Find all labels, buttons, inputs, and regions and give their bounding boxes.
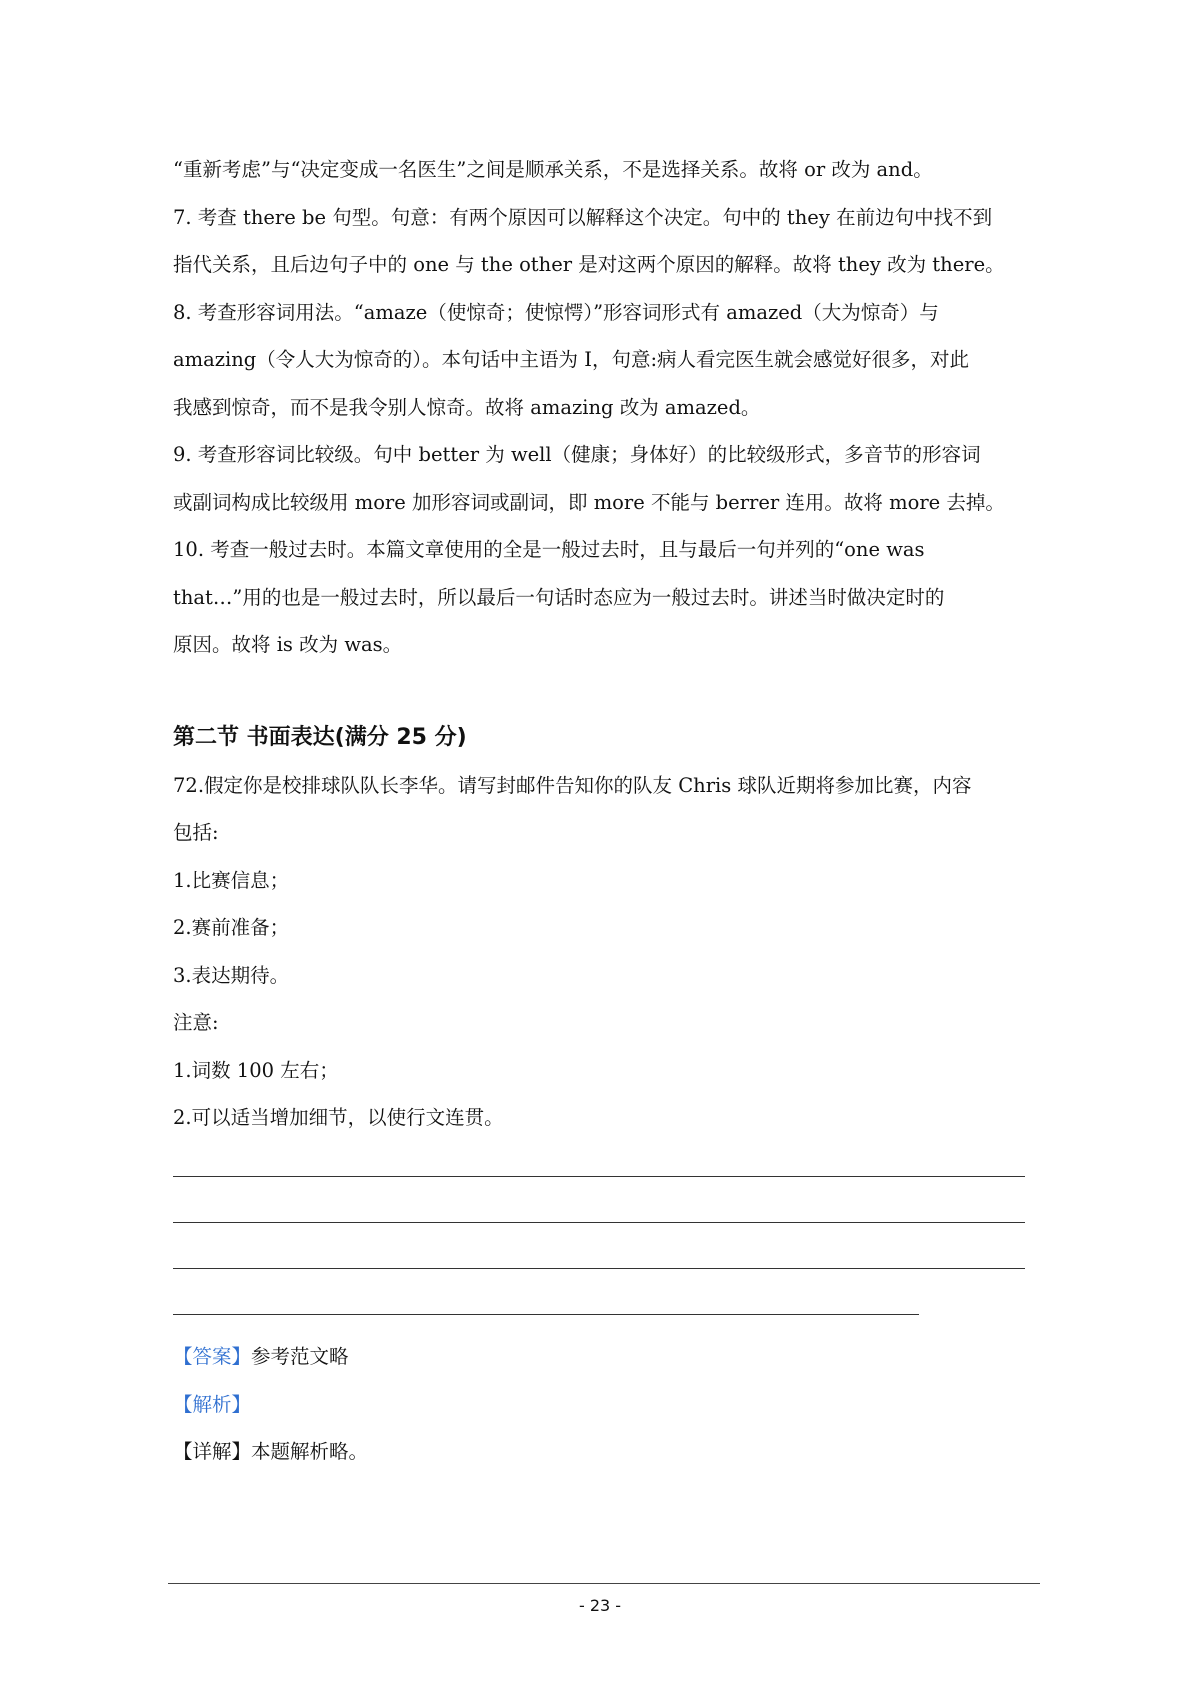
section-heading: 第二节 书面表达(满分 25 分) xyxy=(173,725,467,750)
explanation-line: “重新考虑”与“决定变成一名医生”之间是顺承关系，不是选择关系。故将 or 改为 and。 xyxy=(173,158,933,181)
analysis-line xyxy=(173,1381,1033,1429)
explanation-block xyxy=(173,146,1033,669)
explanation-line: 7. 考查 there be 句型。句意：有两个原因可以解释这个决定。句中的 they 在前边句中找不到 xyxy=(173,205,993,229)
explanation-line: 指代关系，且后边句子中的 one 与 the other 是对这两个原因的解释。故将 they 改为 there。 xyxy=(173,253,1005,276)
detail-tag: 【详解】 xyxy=(173,1440,252,1463)
task-line: 2.赛前准备； xyxy=(173,916,290,939)
answer-text: 参考范文略 xyxy=(251,1345,349,1368)
task-line: 注意: xyxy=(173,1011,219,1034)
writing-blank-line xyxy=(173,1314,919,1315)
explanation-line: amazing（令人大为惊奇的）。本句话中主语为 I，句意:病人看完医生就会感觉好很多，对此 xyxy=(173,348,970,371)
explanation-line: 或副词构成比较级用 more 加形容词或副词，即 more 不能与 berrer 连用。故将 more 去掉。 xyxy=(173,490,1005,514)
writing-blank-line xyxy=(173,1268,1025,1269)
task-line: 2.可以适当增加细节，以使行文连贯。 xyxy=(173,1106,504,1129)
task-line: 72.假定你是校排球队队长李华。请写封邮件告知你的队友 Chris 球队近期将参加比赛，内容 xyxy=(173,773,972,797)
detail-text: 本题解析略。 xyxy=(251,1440,369,1463)
page-number: - 23 - xyxy=(578,1596,622,1615)
writing-blank-line xyxy=(173,1176,1025,1177)
task-line: 3.表达期待。 xyxy=(173,963,290,987)
writing-blank-line xyxy=(173,1222,1025,1223)
answer-block xyxy=(173,1333,1033,1476)
footer-rule xyxy=(168,1583,1040,1584)
task-line: 包括: xyxy=(173,821,219,844)
detail-line xyxy=(173,1428,1033,1476)
task-line: 1.词数 100 左右； xyxy=(173,1058,339,1082)
explanation-line: 9. 考查形容词比较级。句中 better 为 well（健康；身体好）的比较级形式，多音节的形容词 xyxy=(173,443,981,466)
explanation-line: 我感到惊奇，而不是我令别人惊奇。故将 amazing 改为 amazed。 xyxy=(173,395,761,419)
explanation-line: that…”用的也是一般过去时，所以最后一句话时态应为一般过去时。讲述当时做决定时的 xyxy=(173,585,945,609)
explanation-line: 原因。故将 is 改为 was。 xyxy=(173,633,403,656)
answer-line xyxy=(173,1333,1033,1381)
analysis-tag: 【解析】 xyxy=(173,1392,252,1416)
explanation-line: 8. 考查形容词用法。“amaze（使惊奇；使惊愕）”形容词形式有 amazed（大为惊奇）与 xyxy=(173,300,939,324)
answer-tag: 【答案】 xyxy=(173,1345,252,1368)
explanation-line: 10. 考查一般过去时。本篇文章使用的全是一般过去时，且与最后一句并列的“one was xyxy=(173,538,925,561)
task-line: 1.比赛信息； xyxy=(173,868,290,892)
writing-section xyxy=(173,714,1033,1142)
